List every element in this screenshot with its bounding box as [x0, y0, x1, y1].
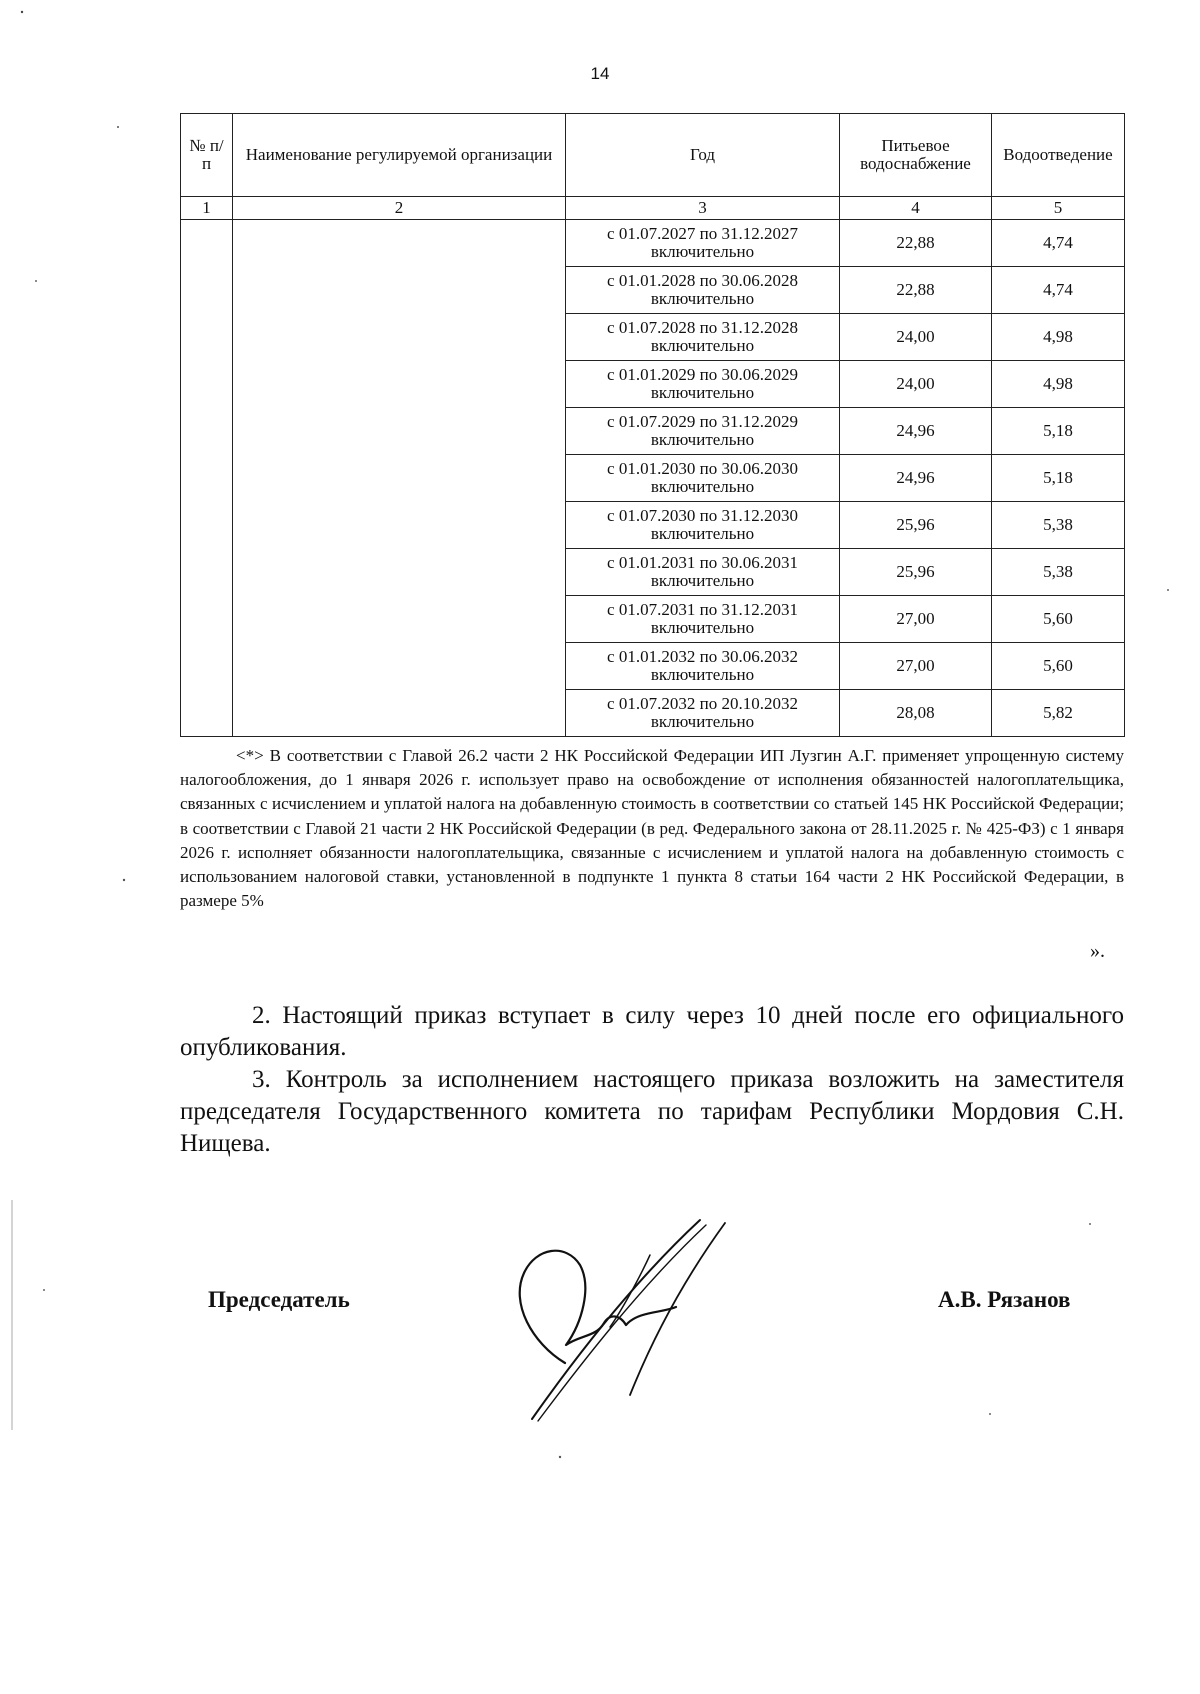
- period-cell: с 01.01.2032 по 30.06.2032 включительно: [566, 643, 840, 690]
- header-water-supply: Питьевое водоснабжение: [840, 114, 992, 197]
- water-supply-cell: 22,88: [840, 220, 992, 267]
- sewerage-cell: 5,60: [992, 596, 1125, 643]
- signatory-title: Председатель: [208, 1287, 350, 1312]
- signature-image: [470, 1215, 760, 1430]
- column-number: 4: [840, 197, 992, 220]
- closing-quote: ».: [1090, 940, 1105, 962]
- water-supply-cell: 27,00: [840, 596, 992, 643]
- water-supply-cell: 24,00: [840, 314, 992, 361]
- period-cell: с 01.07.2030 по 31.12.2030 включительно: [566, 502, 840, 549]
- water-supply-cell: 25,96: [840, 549, 992, 596]
- sewerage-cell: 4,74: [992, 220, 1125, 267]
- sewerage-cell: 5,60: [992, 643, 1125, 690]
- column-number: 3: [566, 197, 840, 220]
- water-supply-cell: 22,88: [840, 267, 992, 314]
- column-number: 5: [992, 197, 1125, 220]
- sewerage-cell: 5,18: [992, 408, 1125, 455]
- page-number: 14: [590, 64, 610, 83]
- sewerage-cell: 4,98: [992, 314, 1125, 361]
- sewerage-cell: 5,18: [992, 455, 1125, 502]
- header-number: № п/п: [181, 114, 233, 197]
- sewerage-cell: 5,38: [992, 549, 1125, 596]
- water-supply-cell: 24,96: [840, 408, 992, 455]
- column-number-row: [181, 197, 1125, 220]
- period-cell: с 01.01.2031 по 30.06.2031 включительно: [566, 549, 840, 596]
- period-cell: с 01.01.2028 по 30.06.2028 включительно: [566, 267, 840, 314]
- header-year: Год: [566, 114, 840, 197]
- period-cell: с 01.01.2029 по 30.06.2029 включительно: [566, 361, 840, 408]
- number-cell: [181, 220, 233, 737]
- sewerage-cell: 5,82: [992, 690, 1125, 737]
- sewerage-cell: 4,74: [992, 267, 1125, 314]
- organization-cell: [233, 220, 566, 737]
- period-cell: с 01.07.2032 по 20.10.2032 включительно: [566, 690, 840, 737]
- table-row: [181, 220, 1125, 267]
- tariff-table: [180, 113, 1125, 737]
- sewerage-cell: 5,38: [992, 502, 1125, 549]
- period-cell: с 01.07.2027 по 31.12.2027 включительно: [566, 220, 840, 267]
- water-supply-cell: 28,08: [840, 690, 992, 737]
- column-number: 1: [181, 197, 233, 220]
- header-organization: Наименование регулируемой организации: [233, 114, 566, 197]
- signatory-name: А.В. Рязанов: [938, 1287, 1071, 1312]
- column-number: 2: [233, 197, 566, 220]
- water-supply-cell: 24,96: [840, 455, 992, 502]
- paragraph-control: 3. Контроль за исполнением настоящего приказа возложить на заместителя председателя Государственного комитета по тарифам Республики Мордовия С.Н. Нищева.: [180, 1066, 1124, 1157]
- paragraph-effective-date: 2. Настоящий приказ вступает в силу через 10 дней после его официального опубликования.: [180, 1002, 1124, 1061]
- period-cell: с 01.01.2030 по 30.06.2030 включительно: [566, 455, 840, 502]
- header-sewerage: Водоотведение: [992, 114, 1125, 197]
- period-cell: с 01.07.2029 по 31.12.2029 включительно: [566, 408, 840, 455]
- table-header-row: [181, 114, 1125, 197]
- period-cell: с 01.07.2031 по 31.12.2031 включительно: [566, 596, 840, 643]
- period-cell: с 01.07.2028 по 31.12.2028 включительно: [566, 314, 840, 361]
- footnote: <*> В соответствии с Главой 26.2 части 2 НК Российской Федерации ИП Лузгин А.Г. применяет упрощенную систему налогообложения, до 1 января 2026 г. использует право на освобождение от исполнения обязанностей налогоплательщика, связанных с исчислением и уплатой налога на добавленную стоимость в соответствии со статьей 145 НК Российской Федерации; в соответствии с Главой 21 части 2 НК Российской Федерации (в ред. Федерального закона от 28.11.2025 г. № 425-ФЗ) с 1 января 2026 г. исполняет обязанности налогоплательщика, связанные с исчислением и уплатой налога на добавленную стоимость с использованием налоговой ставки, установленной в подпункте 1 пункта 8 статьи 164 части 2 НК Российской Федерации, в размере 5%: [180, 746, 1124, 911]
- water-supply-cell: 25,96: [840, 502, 992, 549]
- water-supply-cell: 27,00: [840, 643, 992, 690]
- water-supply-cell: 24,00: [840, 361, 992, 408]
- sewerage-cell: 4,98: [992, 361, 1125, 408]
